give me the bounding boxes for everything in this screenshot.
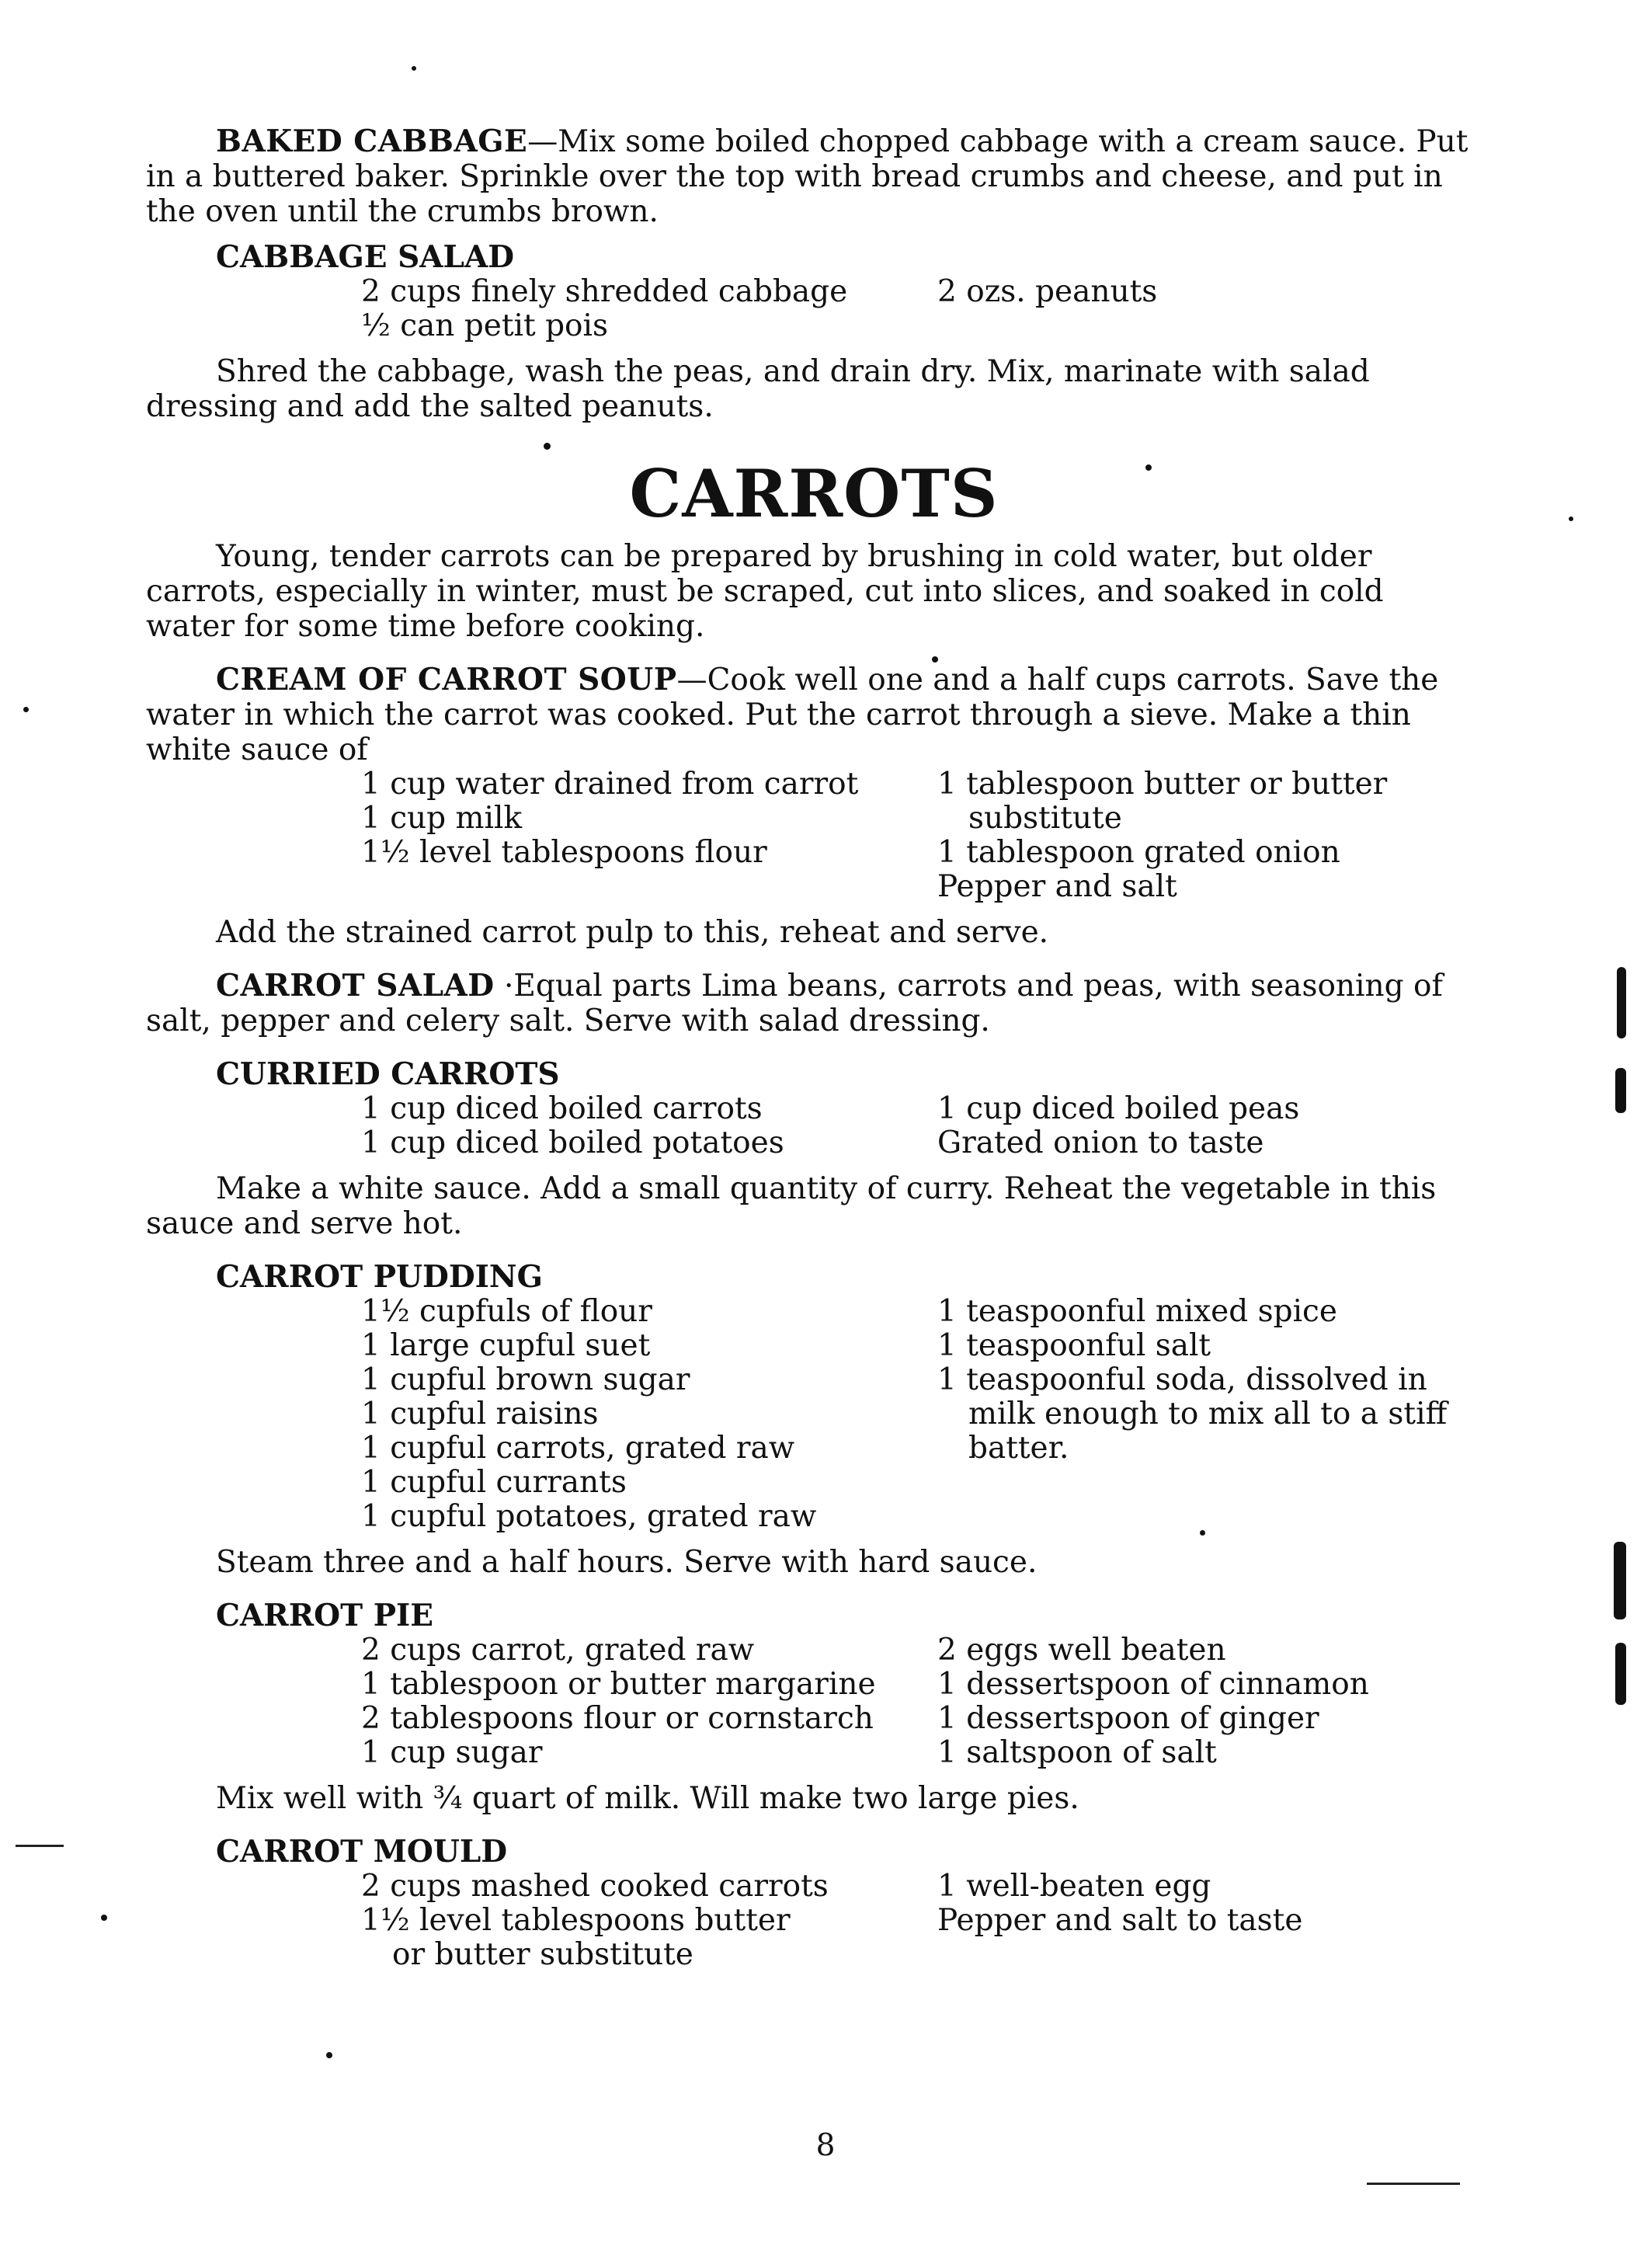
scan-speck [412, 66, 416, 71]
scan-speck [23, 707, 29, 712]
scan-dash-bottom-right [1367, 2183, 1460, 2185]
carrot-pudding-ingredients [361, 1295, 1482, 1534]
ingredient: 2 eggs well beaten [937, 1633, 1226, 1668]
ingredient: 1 teaspoonful soda, dissolved in milk enough to mix all to a stiff batter. [937, 1362, 1448, 1466]
page-number: 8 [815, 2128, 836, 2163]
ingredient: 1 cup diced boiled peas [937, 1091, 1300, 1126]
ingredient: 1 cupful brown sugar [361, 1362, 690, 1397]
ingredient: 1 dessertspoon of ginger [937, 1701, 1319, 1736]
recipe-content [146, 124, 1482, 1972]
ingredient: 1 teaspoonful mixed spice [937, 1294, 1337, 1329]
scan-mark-right-2 [1615, 1068, 1626, 1113]
ingredient: ½ can petit pois [361, 308, 608, 343]
carrot-salad-text: ·Equal parts Lima beans, carrots and peas, with seasoning of salt, pepper and celery salt. Serve with salad dressing. [146, 969, 1443, 1038]
curried-carrots-title: CURRIED CARROTS [216, 1056, 560, 1092]
baked-cabbage-text: —Mix some boiled chopped cabbage with a cream sauce. Put in a buttered baker. Sprinkle over the top with bread crumbs and cheese, and put in the oven until the crumbs brown. [146, 124, 1469, 229]
ingredient: or butter substitute [392, 1937, 693, 1972]
ingredient: 1 cup milk [361, 801, 523, 836]
curried-carrots-directions: Make a white sauce. Add a small quantity of curry. Reheat the vegetable in this sauce and serve hot. [146, 1171, 1437, 1241]
cabbage-salad-title: CABBAGE SALAD [216, 239, 515, 275]
ingredient: 1 saltspoon of salt [937, 1735, 1217, 1770]
ingredient: 1 cup sugar [361, 1735, 543, 1770]
ingredient: 1 tablespoon butter or butter substitute [937, 767, 1388, 836]
curried-carrots-ingredients [361, 1092, 1482, 1160]
ingredient: 1 tablespoon or butter margarine [361, 1667, 876, 1702]
carrot-salad-recipe [146, 969, 1482, 1038]
carrot-pudding-directions: Steam three and a half hours. Serve with hard sauce. [216, 1545, 1038, 1580]
ingredient: 1½ cupfuls of flour [361, 1294, 652, 1329]
cabbage-salad-ingredients [361, 275, 1482, 343]
ingredient: 2 tablespoons flour or cornstarch [361, 1701, 874, 1736]
scan-speck [1569, 517, 1573, 521]
scan-speck [326, 2052, 332, 2058]
ingredient: 1 tablespoon grated onion [937, 835, 1340, 870]
carrot-pudding-title: CARROT PUDDING [216, 1259, 543, 1295]
scan-speck [101, 1915, 107, 1921]
ingredient: 2 ozs. peanuts [937, 274, 1158, 309]
ingredient: Grated onion to taste [937, 1125, 1264, 1160]
carrot-mould-title: CARROT MOULD [216, 1834, 508, 1870]
ingredient: 1 cup diced boiled carrots [361, 1091, 763, 1126]
cream-of-carrot-soup-recipe [146, 663, 1482, 767]
ingredient: 1 cupful potatoes, grated raw [361, 1499, 817, 1534]
ingredient: Pepper and salt [937, 869, 1177, 904]
ingredient: 1 cup diced boiled potatoes [361, 1125, 784, 1160]
carrot-pie-title: CARROT PIE [216, 1598, 433, 1633]
baked-cabbage-title: BAKED CABBAGE [216, 123, 528, 159]
cream-of-carrot-soup-directions: Add the strained carrot pulp to this, reheat and serve. [216, 915, 1049, 950]
carrot-salad-title: CARROT SALAD [216, 968, 495, 1004]
section-title: CARROTS [629, 455, 999, 532]
carrots-intro: Young, tender carrots can be prepared by brushing in cold water, but older carrots, especially in winter, must be scraped, cut into slices, and soaked in cold water for some time before cooking. [146, 539, 1384, 644]
cream-of-carrot-soup-title: CREAM OF CARROT SOUP [216, 662, 677, 697]
ingredient: 1 cupful carrots, grated raw [361, 1431, 795, 1466]
ingredient: 1 cupful raisins [361, 1397, 599, 1431]
ingredient: 1½ level tablespoons flour [361, 835, 767, 870]
ingredient: 2 cups mashed cooked carrots [361, 1869, 829, 1904]
scan-mark-right-3 [1614, 1542, 1626, 1619]
cream-of-carrot-soup-ingredients [361, 767, 1482, 904]
scan-mark-right-1 [1617, 967, 1626, 1038]
carrot-pie-directions: Mix well with ¾ quart of milk. Will make two large pies. [216, 1781, 1079, 1816]
carrot-mould-ingredients [361, 1870, 1482, 1972]
ingredient: 2 cups carrot, grated raw [361, 1633, 755, 1668]
cream-of-carrot-soup-text: —Cook well one and a half cups carrots. Save the water in which the carrot was cooked. Put the carrot through a sieve. Make a thin white sauce of [146, 663, 1439, 767]
ingredient: Pepper and salt to taste [937, 1903, 1303, 1938]
ingredient: 1 teaspoonful salt [937, 1328, 1211, 1363]
scan-mark-right-4 [1615, 1643, 1626, 1705]
scan-dash-left [16, 1845, 64, 1847]
ingredient: 1 large cupful suet [361, 1328, 651, 1363]
baked-cabbage-recipe [146, 124, 1482, 229]
ingredient: 2 cups finely shredded cabbage [361, 274, 848, 309]
ingredient: 1 dessertspoon of cinnamon [937, 1667, 1369, 1702]
cabbage-salad-directions: Shred the cabbage, wash the peas, and drain dry. Mix, marinate with salad dressing and add the salted peanuts. [146, 354, 1370, 424]
ingredient: 1 well-beaten egg [937, 1869, 1211, 1904]
ingredient: 1 cup water drained from carrot [361, 767, 859, 802]
carrot-pie-ingredients [361, 1633, 1482, 1770]
ingredient: 1 cupful currants [361, 1465, 627, 1500]
ingredient: 1½ level tablespoons butter [361, 1903, 791, 1938]
